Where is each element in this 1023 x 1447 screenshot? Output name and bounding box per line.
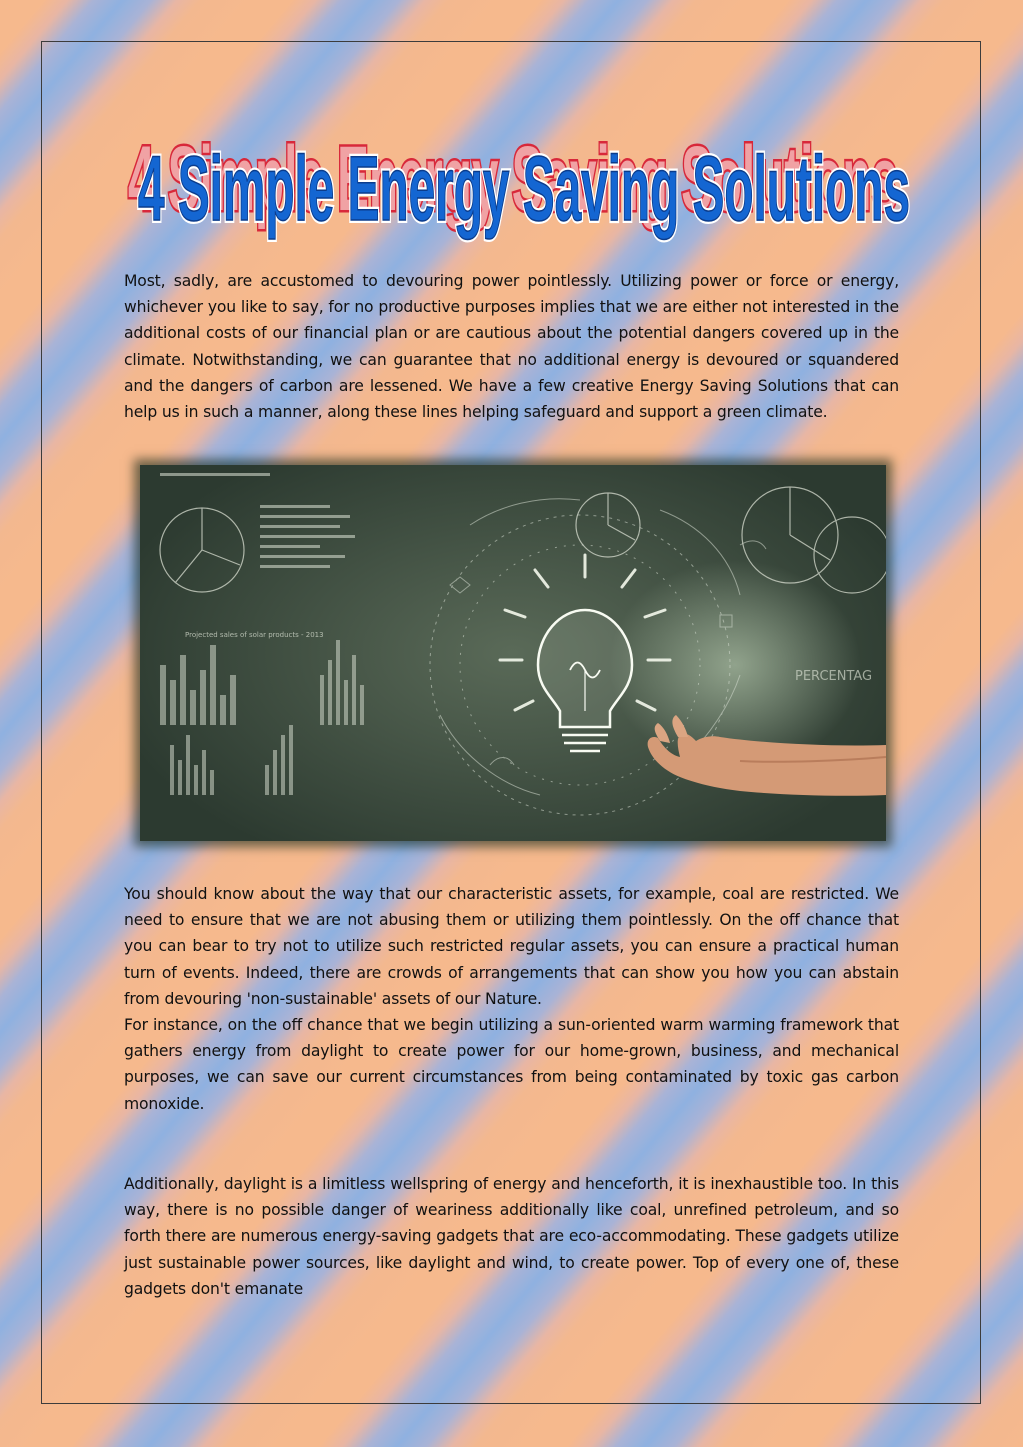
chalk-text-percentage: PERCENTAG xyxy=(795,669,873,684)
intro-section xyxy=(124,268,899,425)
paragraph-intro: Most, sadly, are accustomed to devouring power pointlessly. Utilizing power or force or energy, whichever you like to say, for no productive purposes implies that we are either not interested in the additional costs of our financial plan or are cautious about the potential dangers covered up in the climate. Notwithstanding, we can guarantee that no additional energy is devoured or squandered and the dangers of carbon are lessened. We have a few creative Energy Saving Solutions that can help us in such a manner, along these lines helping safeguard and support a green climate. xyxy=(124,272,899,422)
paragraph-daylight: Additionally, daylight is a limitless wellspring of energy and henceforth, it is inexhaustible too. In this way, there is no possible danger of weariness additionally like coal, unrefined petroleum, and so forth there are numerous energy-saving gadgets that are eco-accommodating. These gadgets utilize just sustainable power sources, like daylight and wind, to create power. Top of every one of, these gadgets don't emanate xyxy=(124,1175,899,1298)
title-shadow: 4 Simple Energy Saving Solutions xyxy=(128,128,898,230)
title-text: 4 Simple Energy Saving Solutions xyxy=(138,138,910,240)
chalk-text-sales: Projected sales of solar products - 2013 xyxy=(185,631,324,639)
lightbulb-hand-image xyxy=(140,465,886,841)
closing-section xyxy=(124,1171,899,1302)
title-text-outline: 4 Simple Energy Saving Solutions xyxy=(138,138,910,240)
main-section xyxy=(124,881,899,1117)
hand-image xyxy=(648,715,886,796)
paragraph-solar: For instance, on the off chance that we begin utilizing a sun-oriented warm warming framework that gathers energy from daylight to create power for our home-grown, business, and mechanical purposes, we can save our current circumstances from being contaminated by toxic gas carbon monoxide. xyxy=(124,1016,899,1113)
lightbulb-icon xyxy=(538,610,632,751)
page-title xyxy=(122,120,922,260)
chalk-bar-chart xyxy=(160,640,364,795)
paragraph-resources: You should know about the way that our characteristic assets, for example, coal are restricted. We need to ensure that we are not abusing them or utilizing them pointlessly. On the off chance that you can bear to try not to utilize such restricted regular assets, you can ensure a practical human turn of events. Indeed, there are crowds of arrangements that can show you how you can abstain from devouring 'non-sustainable' assets of our Nature. xyxy=(124,885,899,1008)
chalk-pie-right-2 xyxy=(814,517,886,593)
